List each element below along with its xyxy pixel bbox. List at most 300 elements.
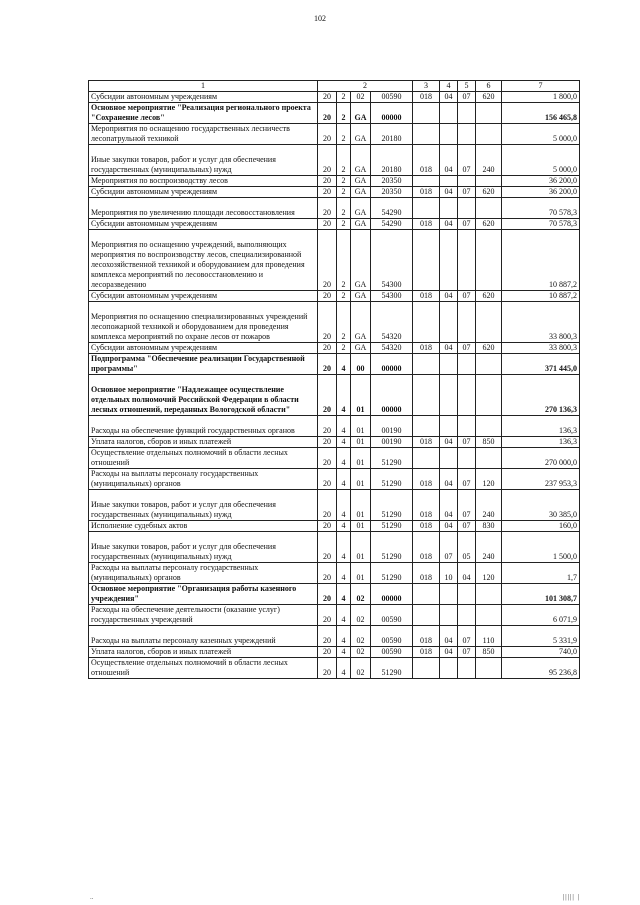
code-grbs [413, 198, 440, 219]
code-direction: 00590 [371, 605, 413, 626]
code-grbs: 018 [413, 469, 440, 490]
code-direction: 00590 [371, 626, 413, 647]
item-name: Мероприятия по оснащению государственных лесничеств лесопатрульной техникой [89, 124, 318, 145]
amount: 101 308,7 [502, 584, 580, 605]
code-event: GA [351, 291, 371, 302]
code-program: 20 [318, 416, 337, 437]
code-subsection: 07 [458, 437, 476, 448]
header-row [89, 81, 580, 92]
code-program: 20 [318, 490, 337, 521]
code-program: 20 [318, 437, 337, 448]
item-name: Основное мероприятие "Реализация регионального проекта "Сохранение лесов" [89, 103, 318, 124]
code-direction: 54320 [371, 343, 413, 354]
code-program: 20 [318, 584, 337, 605]
code-direction: 20350 [371, 176, 413, 187]
code-section: 04 [440, 437, 458, 448]
amount: 36 200,0 [502, 176, 580, 187]
code-direction: 51290 [371, 532, 413, 563]
code-subsection [458, 448, 476, 469]
code-subsection [458, 103, 476, 124]
code-grbs [413, 302, 440, 343]
code-subprogram: 4 [337, 490, 351, 521]
code-section [440, 375, 458, 416]
code-subprogram: 4 [337, 647, 351, 658]
code-expense-type: 240 [476, 532, 502, 563]
code-direction: 00190 [371, 437, 413, 448]
code-direction: 54300 [371, 230, 413, 291]
code-subsection: 04 [458, 563, 476, 584]
code-event: 02 [351, 605, 371, 626]
code-event: 01 [351, 416, 371, 437]
code-expense-type: 850 [476, 437, 502, 448]
code-event: GA [351, 187, 371, 198]
code-expense-type [476, 354, 502, 375]
page-number: 102 [314, 14, 326, 23]
amount: 5 331,9 [502, 626, 580, 647]
code-direction: 51290 [371, 448, 413, 469]
budget-table [88, 80, 580, 679]
header-cell: 4 [440, 81, 458, 92]
code-event: 01 [351, 563, 371, 584]
code-subsection: 07 [458, 626, 476, 647]
amount: 270 136,3 [502, 375, 580, 416]
code-section: 04 [440, 490, 458, 521]
code-program: 20 [318, 626, 337, 647]
code-section [440, 658, 458, 679]
code-program: 20 [318, 343, 337, 354]
code-event: GA [351, 219, 371, 230]
table-row [89, 647, 580, 658]
table-row [89, 469, 580, 490]
code-direction: 00000 [371, 584, 413, 605]
code-grbs: 018 [413, 532, 440, 563]
code-section: 04 [440, 187, 458, 198]
code-direction: 51290 [371, 563, 413, 584]
table-row [89, 219, 580, 230]
code-event: GA [351, 302, 371, 343]
code-section: 04 [440, 521, 458, 532]
table-row [89, 563, 580, 584]
code-event: 01 [351, 490, 371, 521]
table-row [89, 658, 580, 679]
code-subsection: 07 [458, 521, 476, 532]
code-section [440, 176, 458, 187]
code-expense-type: 620 [476, 92, 502, 103]
code-expense-type [476, 230, 502, 291]
code-event: 02 [351, 658, 371, 679]
code-section [440, 584, 458, 605]
amount: 371 445,0 [502, 354, 580, 375]
code-expense-type [476, 302, 502, 343]
code-subsection: 07 [458, 469, 476, 490]
amount: 6 071,9 [502, 605, 580, 626]
code-expense-type [476, 375, 502, 416]
code-subsection [458, 605, 476, 626]
code-section: 04 [440, 343, 458, 354]
amount: 70 578,3 [502, 198, 580, 219]
amount: 237 953,3 [502, 469, 580, 490]
code-direction: 51290 [371, 658, 413, 679]
code-direction: 54320 [371, 302, 413, 343]
code-subprogram: 2 [337, 92, 351, 103]
header-cell: 3 [413, 81, 440, 92]
code-section: 04 [440, 469, 458, 490]
item-name: Субсидии автономным учреждениям [89, 187, 318, 198]
code-subsection [458, 124, 476, 145]
code-subprogram: 2 [337, 187, 351, 198]
code-grbs: 018 [413, 437, 440, 448]
code-program: 20 [318, 92, 337, 103]
table-row [89, 532, 580, 563]
amount: 10 887,2 [502, 291, 580, 302]
code-direction: 00590 [371, 647, 413, 658]
code-subprogram: 4 [337, 584, 351, 605]
code-section [440, 416, 458, 437]
code-expense-type [476, 124, 502, 145]
code-subprogram: 2 [337, 103, 351, 124]
code-direction: 51290 [371, 469, 413, 490]
code-subprogram: 2 [337, 124, 351, 145]
amount: 160,0 [502, 521, 580, 532]
code-expense-type: 620 [476, 187, 502, 198]
code-direction: 20180 [371, 124, 413, 145]
code-expense-type [476, 448, 502, 469]
code-direction: 51290 [371, 490, 413, 521]
table-row [89, 343, 580, 354]
table-row [89, 448, 580, 469]
table-row [89, 626, 580, 647]
item-name: Расходы на выплаты персоналу государственных (муниципальных) органов [89, 563, 318, 584]
amount: 1 800,0 [502, 92, 580, 103]
code-subprogram: 2 [337, 219, 351, 230]
item-name: Мероприятия по оснащению специализированных учреждений лесопожарной техникой и оборудованием для проведения комплекса мероприятий по охране лесов от пожаров [89, 302, 318, 343]
code-program: 20 [318, 187, 337, 198]
header-cell: 1 [89, 81, 318, 92]
code-program: 20 [318, 145, 337, 176]
item-name: Подпрограмма "Обеспечение реализации Государственной программы" [89, 354, 318, 375]
table-row [89, 354, 580, 375]
code-expense-type [476, 176, 502, 187]
code-event: 01 [351, 521, 371, 532]
code-program: 20 [318, 103, 337, 124]
table-row [89, 198, 580, 219]
table-row [89, 437, 580, 448]
code-direction: 54290 [371, 219, 413, 230]
code-subprogram: 4 [337, 437, 351, 448]
code-subsection: 07 [458, 145, 476, 176]
code-event: 02 [351, 584, 371, 605]
table-row [89, 145, 580, 176]
code-direction: 00190 [371, 416, 413, 437]
code-expense-type [476, 198, 502, 219]
footer-dots: .. [90, 893, 94, 901]
item-name: Мероприятия по увеличению площади лесовосстановления [89, 198, 318, 219]
item-name: Основное мероприятие "Надлежащее осуществление отдельных полномочий Российской Федерации в области лесных отношений, переданных Вологодской области" [89, 375, 318, 416]
code-grbs [413, 354, 440, 375]
code-grbs: 018 [413, 521, 440, 532]
code-grbs: 018 [413, 626, 440, 647]
code-subprogram: 4 [337, 521, 351, 532]
code-grbs: 018 [413, 343, 440, 354]
code-event: GA [351, 198, 371, 219]
item-name: Осуществление отдельных полномочий в области лесных отношений [89, 448, 318, 469]
code-program: 20 [318, 658, 337, 679]
code-expense-type [476, 103, 502, 124]
code-subprogram: 4 [337, 563, 351, 584]
code-grbs [413, 584, 440, 605]
code-event: 01 [351, 375, 371, 416]
code-grbs [413, 124, 440, 145]
code-subprogram: 4 [337, 469, 351, 490]
item-name: Осуществление отдельных полномочий в области лесных отношений [89, 658, 318, 679]
code-subsection [458, 658, 476, 679]
code-subsection [458, 302, 476, 343]
code-section [440, 124, 458, 145]
item-name: Уплата налогов, сборов и иных платежей [89, 647, 318, 658]
code-subsection: 07 [458, 647, 476, 658]
code-subprogram: 4 [337, 375, 351, 416]
code-subsection: 05 [458, 532, 476, 563]
code-section [440, 103, 458, 124]
item-name: Мероприятия по воспроизводству лесов [89, 176, 318, 187]
code-subsection [458, 230, 476, 291]
code-section [440, 230, 458, 291]
code-program: 20 [318, 605, 337, 626]
code-direction: 51290 [371, 521, 413, 532]
table-row [89, 302, 580, 343]
code-grbs [413, 658, 440, 679]
amount: 740,0 [502, 647, 580, 658]
code-program: 20 [318, 219, 337, 230]
amount: 156 465,8 [502, 103, 580, 124]
code-subprogram: 2 [337, 230, 351, 291]
amount: 1,7 [502, 563, 580, 584]
table-row [89, 490, 580, 521]
code-grbs: 018 [413, 490, 440, 521]
table-row [89, 124, 580, 145]
code-program: 20 [318, 532, 337, 563]
item-name: Субсидии автономным учреждениям [89, 343, 318, 354]
code-expense-type [476, 605, 502, 626]
code-direction: 54290 [371, 198, 413, 219]
header-cell: 2 [318, 81, 413, 92]
item-name: Субсидии автономным учреждениям [89, 92, 318, 103]
item-name: Расходы на обеспечение функций государственных органов [89, 416, 318, 437]
amount: 136,3 [502, 416, 580, 437]
code-subsection [458, 584, 476, 605]
code-subsection: 07 [458, 219, 476, 230]
code-grbs [413, 103, 440, 124]
code-direction: 54300 [371, 291, 413, 302]
table-row [89, 605, 580, 626]
amount: 1 500,0 [502, 532, 580, 563]
code-section: 07 [440, 532, 458, 563]
code-subsection: 07 [458, 187, 476, 198]
code-expense-type: 620 [476, 291, 502, 302]
code-grbs: 018 [413, 219, 440, 230]
code-program: 20 [318, 469, 337, 490]
code-expense-type [476, 416, 502, 437]
code-event: 01 [351, 469, 371, 490]
code-subsection: 07 [458, 92, 476, 103]
table-row [89, 375, 580, 416]
item-name: Иные закупки товаров, работ и услуг для обеспечения государственных (муниципальных) нужд [89, 490, 318, 521]
code-section: 04 [440, 145, 458, 176]
amount: 70 578,3 [502, 219, 580, 230]
code-event: 01 [351, 448, 371, 469]
amount: 30 385,0 [502, 490, 580, 521]
table-row [89, 291, 580, 302]
code-subprogram: 4 [337, 354, 351, 375]
code-direction: 00000 [371, 375, 413, 416]
code-direction: 20350 [371, 187, 413, 198]
code-event: 02 [351, 647, 371, 658]
code-section [440, 354, 458, 375]
code-expense-type: 240 [476, 490, 502, 521]
header-cell: 5 [458, 81, 476, 92]
code-program: 20 [318, 375, 337, 416]
code-program: 20 [318, 302, 337, 343]
code-grbs [413, 448, 440, 469]
header-cell: 6 [476, 81, 502, 92]
code-section [440, 605, 458, 626]
code-subprogram: 4 [337, 605, 351, 626]
code-subprogram: 2 [337, 302, 351, 343]
code-direction: 00000 [371, 103, 413, 124]
code-event: GA [351, 343, 371, 354]
code-program: 20 [318, 124, 337, 145]
code-grbs: 018 [413, 291, 440, 302]
table-row [89, 92, 580, 103]
code-program: 20 [318, 448, 337, 469]
code-direction: 20180 [371, 145, 413, 176]
code-grbs: 018 [413, 145, 440, 176]
code-section: 04 [440, 647, 458, 658]
item-name: Уплата налогов, сборов и иных платежей [89, 437, 318, 448]
code-expense-type: 120 [476, 563, 502, 584]
code-section: 04 [440, 92, 458, 103]
footer-barcode-mark: ||||| | [562, 893, 580, 901]
code-subprogram: 2 [337, 176, 351, 187]
code-program: 20 [318, 230, 337, 291]
code-subprogram: 4 [337, 658, 351, 679]
amount: 36 200,0 [502, 187, 580, 198]
code-event: GA [351, 145, 371, 176]
code-program: 20 [318, 563, 337, 584]
item-name: Расходы на выплаты персоналу казенных учреждений [89, 626, 318, 647]
code-section [440, 448, 458, 469]
code-program: 20 [318, 198, 337, 219]
code-grbs [413, 416, 440, 437]
table-row [89, 176, 580, 187]
item-name: Иные закупки товаров, работ и услуг для обеспечения государственных (муниципальных) нужд [89, 145, 318, 176]
code-subsection: 07 [458, 490, 476, 521]
amount: 5 000,0 [502, 145, 580, 176]
item-name: Исполнение судебных актов [89, 521, 318, 532]
code-expense-type: 120 [476, 469, 502, 490]
code-grbs: 018 [413, 647, 440, 658]
table-row [89, 187, 580, 198]
code-event: GA [351, 176, 371, 187]
code-grbs [413, 230, 440, 291]
code-subsection: 07 [458, 343, 476, 354]
item-name: Субсидии автономным учреждениям [89, 219, 318, 230]
code-subprogram: 2 [337, 343, 351, 354]
code-expense-type: 620 [476, 343, 502, 354]
code-section [440, 302, 458, 343]
code-subsection [458, 416, 476, 437]
code-program: 20 [318, 291, 337, 302]
code-event: GA [351, 230, 371, 291]
code-subprogram: 4 [337, 626, 351, 647]
code-subprogram: 2 [337, 291, 351, 302]
code-subprogram: 4 [337, 416, 351, 437]
code-event: 01 [351, 437, 371, 448]
code-event: GA [351, 103, 371, 124]
table-row [89, 416, 580, 437]
code-subsection [458, 375, 476, 416]
amount: 270 000,0 [502, 448, 580, 469]
table-row [89, 103, 580, 124]
code-event: GA [351, 124, 371, 145]
code-subprogram: 4 [337, 532, 351, 563]
code-expense-type: 830 [476, 521, 502, 532]
code-event: 02 [351, 92, 371, 103]
code-direction: 00590 [371, 92, 413, 103]
code-grbs: 018 [413, 563, 440, 584]
code-program: 20 [318, 521, 337, 532]
code-grbs [413, 605, 440, 626]
code-section [440, 198, 458, 219]
code-subsection: 07 [458, 291, 476, 302]
code-program: 20 [318, 354, 337, 375]
code-grbs: 018 [413, 92, 440, 103]
amount: 33 800,3 [502, 302, 580, 343]
code-grbs: 018 [413, 187, 440, 198]
code-event: 01 [351, 532, 371, 563]
code-program: 20 [318, 176, 337, 187]
code-section: 04 [440, 219, 458, 230]
code-program: 20 [318, 647, 337, 658]
code-expense-type: 850 [476, 647, 502, 658]
code-subsection [458, 198, 476, 219]
code-grbs [413, 375, 440, 416]
table-row [89, 521, 580, 532]
code-section: 04 [440, 291, 458, 302]
code-expense-type [476, 658, 502, 679]
code-subprogram: 4 [337, 448, 351, 469]
code-direction: 00000 [371, 354, 413, 375]
code-subsection [458, 176, 476, 187]
code-expense-type [476, 584, 502, 605]
code-subprogram: 2 [337, 198, 351, 219]
item-name: Расходы на выплаты персоналу государственных (муниципальных) органов [89, 469, 318, 490]
item-name: Основное мероприятие "Организация работы казенного учреждения" [89, 584, 318, 605]
code-expense-type: 620 [476, 219, 502, 230]
table-row [89, 230, 580, 291]
table-row [89, 584, 580, 605]
code-event: 02 [351, 626, 371, 647]
item-name: Иные закупки товаров, работ и услуг для обеспечения государственных (муниципальных) нужд [89, 532, 318, 563]
amount: 5 000,0 [502, 124, 580, 145]
code-expense-type: 110 [476, 626, 502, 647]
item-name: Субсидии автономным учреждениям [89, 291, 318, 302]
header-cell: 7 [502, 81, 580, 92]
amount: 136,3 [502, 437, 580, 448]
item-name: Расходы на обеспечение деятельности (оказание услуг) государственных учреждений [89, 605, 318, 626]
code-section: 04 [440, 626, 458, 647]
amount: 10 887,2 [502, 230, 580, 291]
